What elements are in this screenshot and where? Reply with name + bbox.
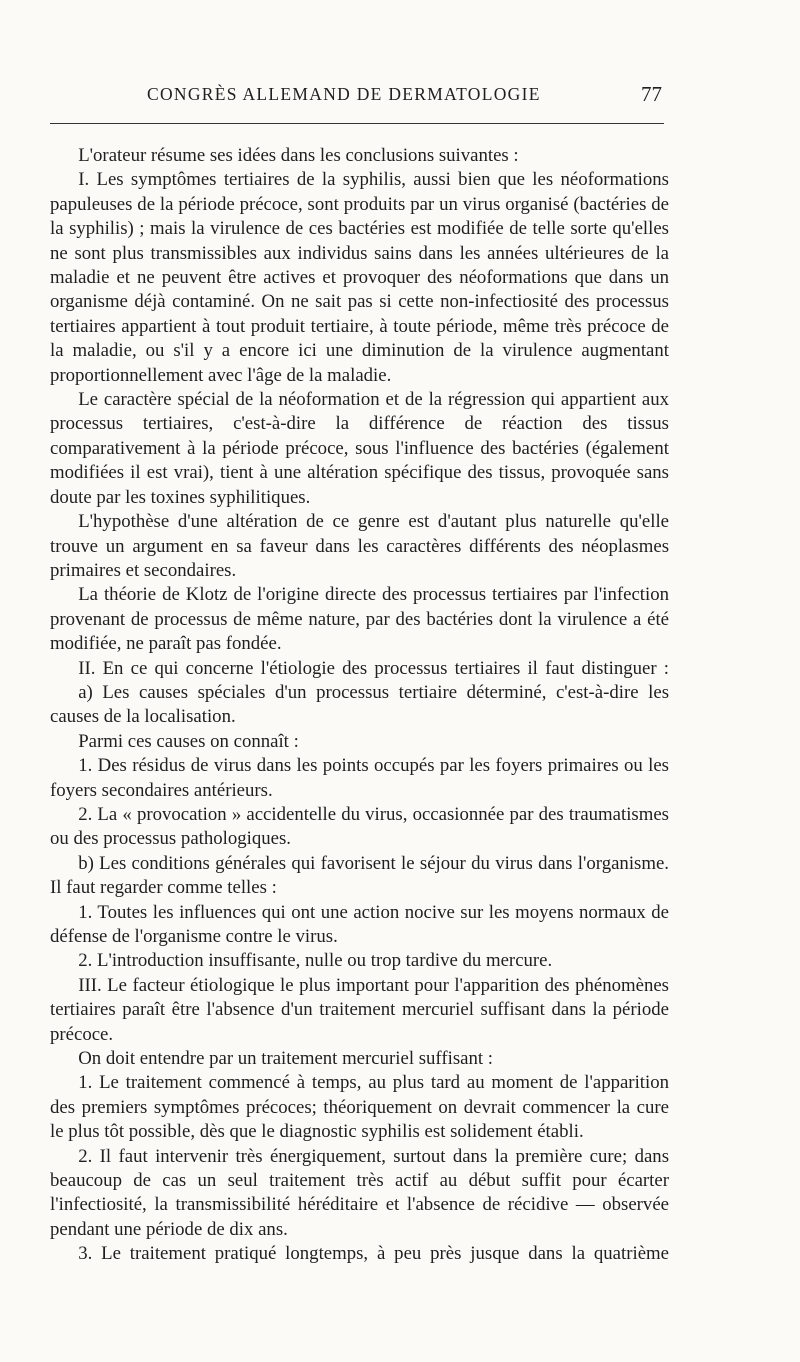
paragraph: b) Les conditions générales qui favorisent le séjour du virus dans l'organisme. Il faut regarder comme telles : (50, 852, 669, 899)
paragraph: L'hypothèse d'une altération de ce genre est d'autant plus naturelle qu'elle trouve un argument en sa faveur dans les caractères différents des néoplasmes primaires et secondaires. (50, 511, 669, 581)
paragraph: a) Les causes spéciales d'un processus tertiaire déterminé, c'est-à-dire les causes de la localisation. (50, 681, 669, 728)
paragraph: I. Les symptômes tertiaires de la syphilis, aussi bien que les néoformations papuleuses de la période précoce, sont produits par un virus organisé (bactéries de la syphilis) ; mais la virulence de ces bactéries est modifiée de telle sorte qu'elles ne sont plus transmissibles aux individus sains dans les années ultérieures de la maladie et ne peuvent être actives et provoquer des néoformations que dans un organisme déjà contaminé. On ne sait pas si cette non-infectiosité des processus tertiaires appartient à tout produit tertiaire, à toute période, même très précoce de la maladie, ou s'il y a encore ici une diminution de la virulence augmentant proportionnellement avec l'âge de la maladie. (50, 169, 669, 386)
paragraph: L'orateur résume ses idées dans les conclusions suivantes : (78, 145, 519, 166)
paragraph: 1. Le traitement commencé à temps, au plus tard au moment de l'apparition des premiers symptômes précoces; théoriquement on devrait commencer la cure le plus tôt possible, dès que le diagnostic syphilis est solidement établi. (50, 1072, 669, 1143)
page-number: 77 (641, 82, 662, 106)
paragraph: On doit entendre par un traitement mercuriel suffisant : (78, 1048, 493, 1070)
body-text (50, 144, 669, 1267)
paragraph: II. En ce qui concerne l'étiologie des processus tertiaires il faut distinguer : (78, 657, 669, 679)
paragraph: 2. Il faut intervenir très énergiquement, surtout dans la première cure; dans beaucoup de cas un seul traitement très actif au début suffit pour écarter l'infectiosité, la transmissibilité héréditaire et l'absence de récidive — observée pendant une période de dix ans. (50, 1145, 669, 1240)
paragraph: 3. Le traitement pratiqué longtemps, à peu près jusque dans la quatrième (78, 1243, 669, 1265)
paragraph: La théorie de Klotz de l'origine directe des processus tertiaires par l'infection provenant de processus de même nature, par des bactéries dont la virulence a été modifiée, ne paraît pas fondée. (50, 584, 669, 655)
paragraph: Parmi ces causes on connaît : (78, 730, 299, 752)
running-title: CONGRÈS ALLEMAND DE DERMATOLOGIE (147, 84, 541, 104)
header-rule (50, 123, 664, 124)
paragraph: 2. L'introduction insuffisante, nulle ou trop tardive du mercure. (78, 950, 553, 972)
paragraph: III. Le facteur étiologique le plus important pour l'apparition des phénomènes tertiaires paraît être l'absence d'un traitement mercuriel suffisant dans la période précoce. (50, 974, 669, 1045)
paragraph: 1. Des résidus de virus dans les points occupés par les foyers primaires ou les foyers secondaires antérieurs. (50, 755, 669, 801)
paragraph: 1. Toutes les influences qui ont une action nocive sur les moyens normaux de défense de l'organisme contre le virus. (50, 901, 669, 947)
page-header (147, 84, 662, 114)
paragraph: Le caractère spécial de la néoformation et de la régression qui appartient aux processus tertiaires, c'est-à-dire la différence de réaction des tissus comparativement à la période précoce, sous l'influence des bactéries (également modifiées il est vrai), tient à une altération spécifique des tissus, provoquée sans doute par les toxines syphilitiques. (50, 389, 669, 508)
paragraph: 2. La « provocation » accidentelle du virus, occasionnée par des traumatismes ou des processus pathologiques. (50, 803, 669, 850)
